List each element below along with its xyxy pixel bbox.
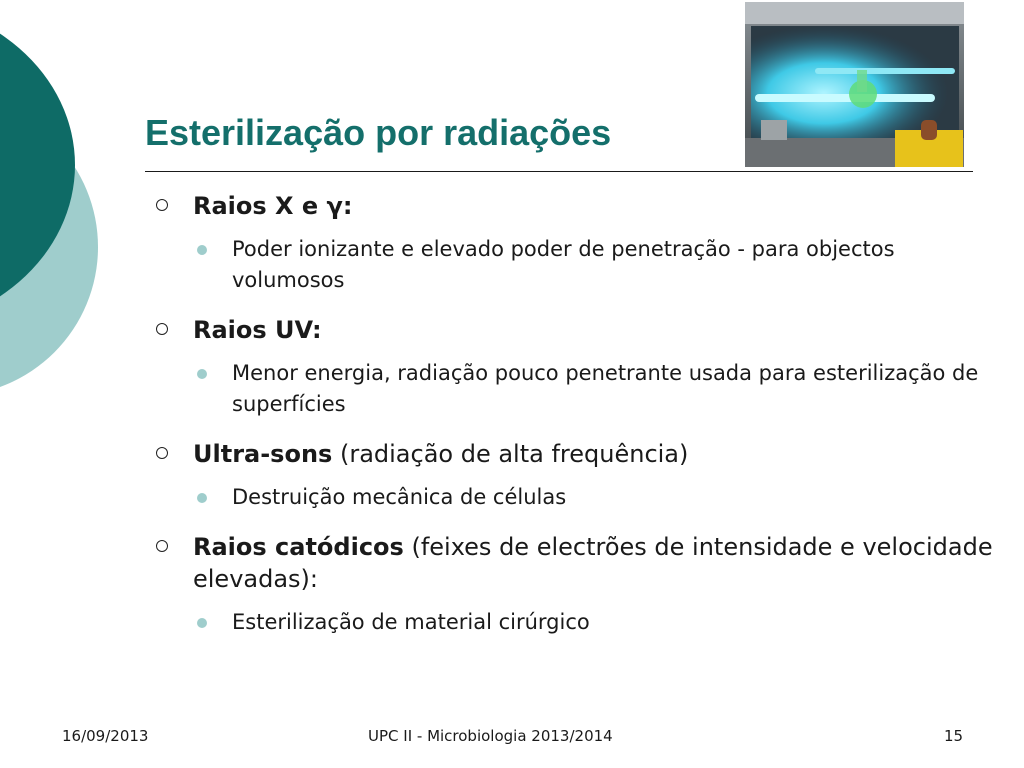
bullet-heading: Raios X e γ: [193,192,353,220]
sub-bullet-item [155,234,995,296]
filled-dot-bullet-icon [197,369,207,379]
sub-bullet-text: Esterilização de material cirúrgico [232,610,590,634]
slide-title: Esterilização por radiações [145,112,612,153]
bullet-item [155,531,995,595]
title-divider [145,171,973,172]
filled-dot-bullet-icon [197,493,207,503]
slide-number: 15 [944,727,964,745]
filled-dot-bullet-icon [197,245,207,255]
sub-bullet-text: Menor energia, radiação pouco penetrante usada para esterilização de superfícies [232,361,979,416]
bullet-heading: Ultra-sons [193,440,333,468]
hollow-circle-bullet-icon [156,323,168,335]
bullet-item [155,314,995,346]
bullet-heading: Raios UV: [193,316,322,344]
bullet-text: (feixes de electrões de intensidade e velocidade elevadas): [193,533,993,593]
sub-bullet-text: Poder ionizante e elevado poder de penetração - para objectos volumosos [232,237,895,292]
hollow-circle-bullet-icon [156,199,168,211]
bullet-text: (radiação de alta frequência) [332,440,689,468]
bullet-heading: Raios catódicos [193,533,404,561]
sub-bullet-text: Destruição mecânica de células [232,485,567,509]
bullet-item [155,438,995,470]
uv-sterilization-cabinet-photo [745,2,964,167]
footer-date: 16/09/2013 [62,727,149,745]
bullet-item [155,190,995,222]
bullet-list [155,190,995,638]
footer-course: UPC II - Microbiologia 2013/2014 [368,727,613,745]
filled-dot-bullet-icon [197,618,207,628]
sub-bullet-item [155,607,995,638]
sub-bullet-item [155,482,995,513]
hollow-circle-bullet-icon [156,447,168,459]
hollow-circle-bullet-icon [156,540,168,552]
sub-bullet-item [155,358,995,420]
